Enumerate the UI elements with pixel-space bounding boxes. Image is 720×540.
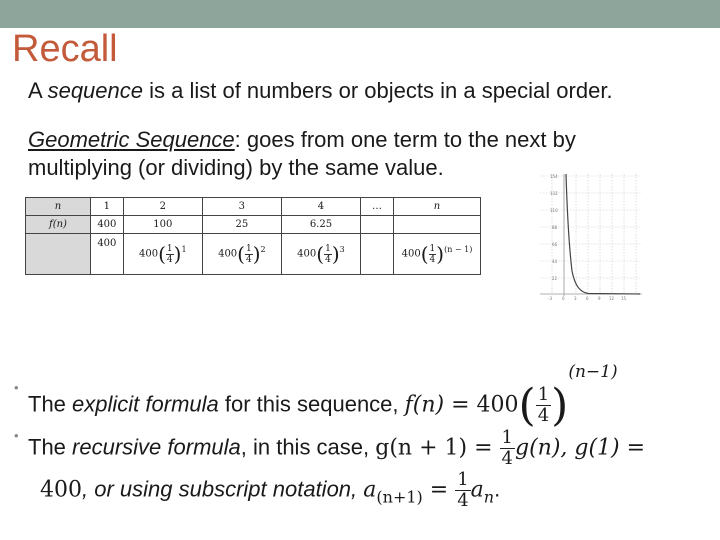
graph-x-tick: 15: [621, 296, 627, 301]
table-cell: 100: [123, 216, 202, 234]
bullet-icon: •: [14, 428, 19, 443]
table-header-cell: n: [394, 198, 481, 216]
graph-x-tick: 12: [609, 296, 615, 301]
explicit-formula-bullet: • The explicit formula for this sequence, f(n) = 400( $\frac{1}{4}$ )$^{(n-1)}$: [14, 362, 618, 431]
graph-y-tick: 132: [550, 191, 558, 196]
geometric-sequence-term: Geometric Sequence: [28, 127, 235, 152]
graph-x-tick: 6: [586, 296, 589, 301]
subscript-notation-line: 400, or using subscript notation, $a_{(n+1)}$ = $\frac{1}{4}$ $a_n$.: [40, 469, 501, 511]
table-row: [26, 216, 481, 234]
table-header-cell: 3: [202, 198, 281, 216]
top-accent-bar: [0, 0, 720, 28]
table-row: [26, 198, 481, 216]
table-cell: 400( $\frac{1}{4}$ )$^3$: [281, 234, 360, 275]
graph-x-tick: 3: [574, 296, 577, 301]
sequence-definition: A sequence is a list of numbers or objects in a special order.: [28, 78, 613, 103]
table-cell: 25: [202, 216, 281, 234]
table-header-cell: …: [361, 198, 394, 216]
geometric-definition: Geometric Sequence: goes from one term to the next by multiplying (or dividing) by the same value.: [28, 127, 576, 180]
table-row-label: f(n): [26, 216, 91, 234]
table-cell: 6.25: [281, 216, 360, 234]
graph-x-tick: 0: [562, 296, 565, 301]
table-header-cell: 1: [91, 198, 124, 216]
graph-y-tick: 88: [552, 225, 558, 230]
table-cell: [394, 216, 481, 234]
table-cell: 400: [91, 234, 124, 275]
graph-y-tick: 66: [552, 242, 558, 247]
table-cell: [361, 234, 394, 275]
table-cell: 400( $\frac{1}{4}$ )$^2$: [202, 234, 281, 275]
sequence-table: [25, 197, 481, 275]
table-cell: 400( $\frac{1}{4}$ )$^1$: [123, 234, 202, 275]
graph-y-tick: 110: [550, 208, 558, 213]
graph-x-tick: 9: [598, 296, 601, 301]
table-cell: [361, 216, 394, 234]
sequence-term: sequence: [47, 78, 143, 103]
table-row-label: [26, 234, 91, 275]
table-cell: 400: [91, 216, 124, 234]
graph-y-tick: 44: [552, 259, 558, 264]
table-cell: 400( $\frac{1}{4}$ )$^{(n - 1)}$: [394, 234, 481, 275]
table-header-cell: n: [26, 198, 91, 216]
recursive-formula-bullet: • The recursive formula, in this case, g(n + 1) = $\frac{1}{4}$ g(n), g(1) =: [14, 427, 646, 469]
table-header-cell: 4: [281, 198, 360, 216]
bullet-icon: •: [14, 380, 19, 395]
decay-graph: [536, 166, 646, 302]
graph-y-tick: 154: [550, 174, 558, 179]
slide-title: Recall: [12, 28, 118, 70]
graph-y-tick: 22: [552, 276, 558, 281]
decay-curve: [566, 174, 640, 294]
table-header-cell: 2: [123, 198, 202, 216]
table-row: [26, 234, 481, 275]
graph-x-tick: -3: [548, 296, 552, 301]
